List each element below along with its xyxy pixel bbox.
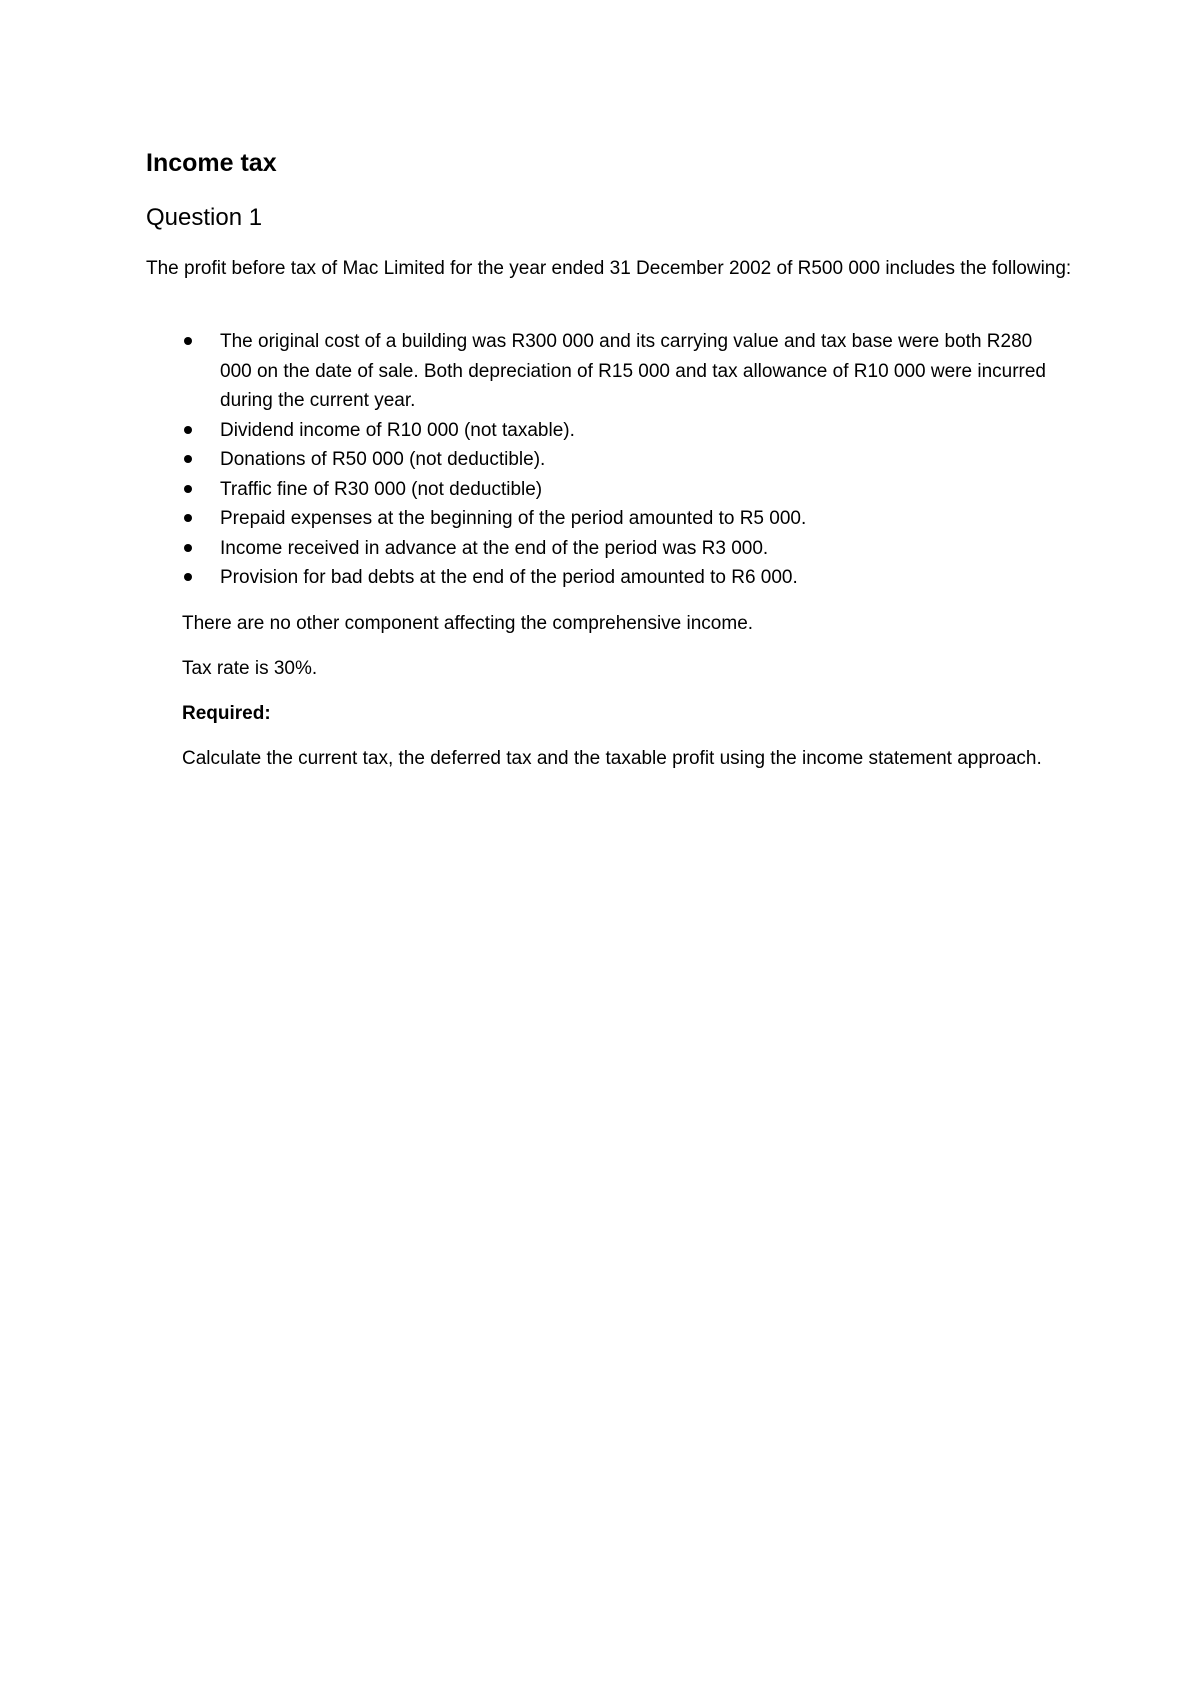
no-other-component-text: There are no other component affecting the comprehensive income. [182,613,754,634]
list-item [182,327,1062,416]
bullet-icon [184,485,192,493]
list-item [182,416,1062,446]
list-item [182,534,1062,564]
tax-rate-text: Tax rate is 30%. [182,658,318,679]
bullet-icon [184,426,192,434]
bullet-icon [184,337,192,345]
list-item [182,504,1062,534]
bullet-list [182,327,1062,593]
list-item-text: The original cost of a building was R300 000 and its carrying value and tax base were both R280 000 on the date of sale. Both depreciation of R15 000 and tax allowance of R10 000 were incurred during the current year. [220,331,1046,411]
list-item [182,563,1062,593]
list-item-text: Traffic fine of R30 000 (not deductible) [220,478,543,500]
list-item-text: Provision for bad debts at the end of the period amounted to R6 000. [220,567,798,588]
required-label: Required: [182,703,271,724]
intro-paragraph: The profit before tax of Mac Limited for the year ended 31 December 2002 of R500 000 includes the following: [146,258,1072,279]
bullet-icon [184,573,192,581]
bullet-icon [184,455,192,463]
list-item [182,475,1062,505]
list-item-text: Dividend income of R10 000 (not taxable). [220,419,575,441]
instruction-text: Calculate the current tax, the deferred tax and the taxable profit using the income statement approach. [182,748,1042,769]
list-item [182,445,1062,475]
bullet-icon [184,514,192,522]
question-heading: Question 1 [146,204,263,231]
document-title: Income tax [146,149,277,177]
list-item-text: Donations of R50 000 (not deductible). [220,449,546,470]
list-item-text: Prepaid expenses at the beginning of the period amounted to R5 000. [220,508,807,529]
list-item-text: Income received in advance at the end of the period was R3 000. [220,537,769,559]
bullet-icon [184,544,192,552]
